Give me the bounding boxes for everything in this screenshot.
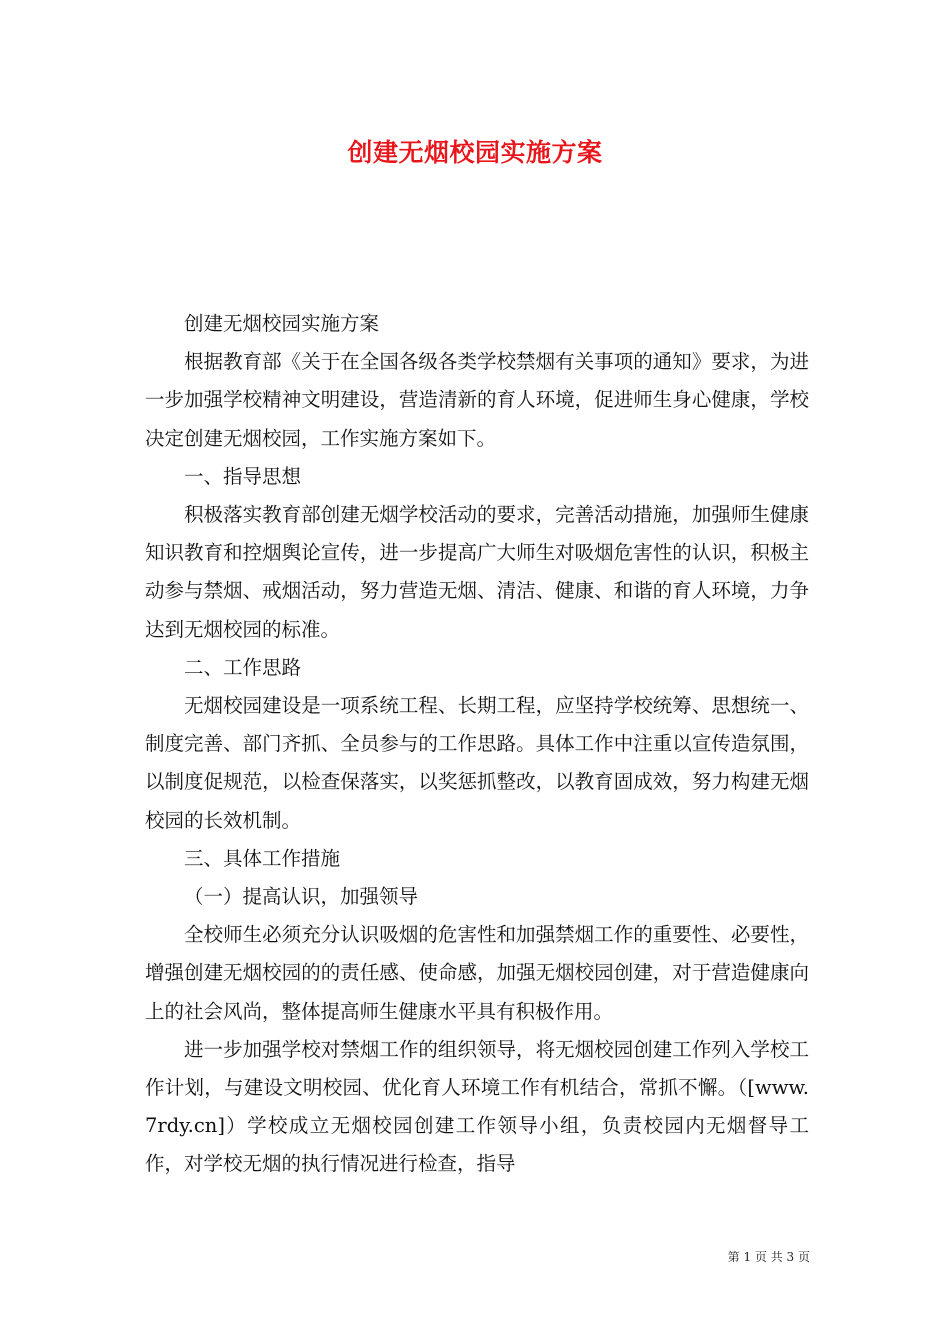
section-heading: 一、指导思想 [184, 464, 302, 488]
page-title: 创建无烟校园实施方案 [347, 138, 603, 167]
page-number-footer: 第 1 页 共 3 页 [727, 1250, 810, 1264]
paragraph: 全校师生必须充分认识吸烟的危害性和加强禁烟工作的重要性、必要性，增强创建无烟校园的的责任感、使命感，加强无烟校园创建，对于营造健康向上的社会风尚，整体提高师生健康水平具有积极作用。 [145, 923, 809, 1023]
paragraph: 创建无烟校园实施方案 [184, 312, 380, 335]
document-body [145, 305, 809, 1184]
paragraph: 根据教育部《关于在全国各级各类学校禁烟有关事项的通知》要求，为进一步加强学校精神文明建设，营造清新的育人环境，促进师生身心健康，学校决定创建无烟校园，工作实施方案如下。 [145, 350, 809, 450]
section-heading: 三、具体工作措施 [184, 846, 341, 870]
subsection-heading: （一）提高认识，加强领导 [184, 885, 419, 909]
paragraph: 积极落实教育部创建无烟学校活动的要求，完善活动措施，加强师生健康知识教育和控烟舆论宣传，进一步提高广大师生对吸烟危害性的认识，积极主动参与禁烟、戒烟活动，努力营造无烟、清洁、健康、和谐的育人环境，力争达到无烟校园的标准。 [145, 503, 809, 641]
paragraph: 无烟校园建设是一项系统工程、长期工程，应坚持学校统筹、思想统一、制度完善、部门齐抓、全员参与的工作思路。具体工作中注重以宣传造氛围，以制度促规范，以检查保落实，以奖惩抓整改，以教育固成效，努力构建无烟校园的长效机制。 [145, 694, 809, 832]
section-heading: 二、工作思路 [184, 655, 302, 679]
paragraph: 进一步加强学校对禁烟工作的组织领导，将无烟校园创建工作列入学校工作计划，与建设文明校园、优化育人环境工作有机结合，常抓不懈。（[www.7rdy.cn]）学校成立无烟校园创建工作领导小组，负责校园内无烟督导工作，对学校无烟的执行情况进行检查，指导 [145, 1037, 809, 1176]
